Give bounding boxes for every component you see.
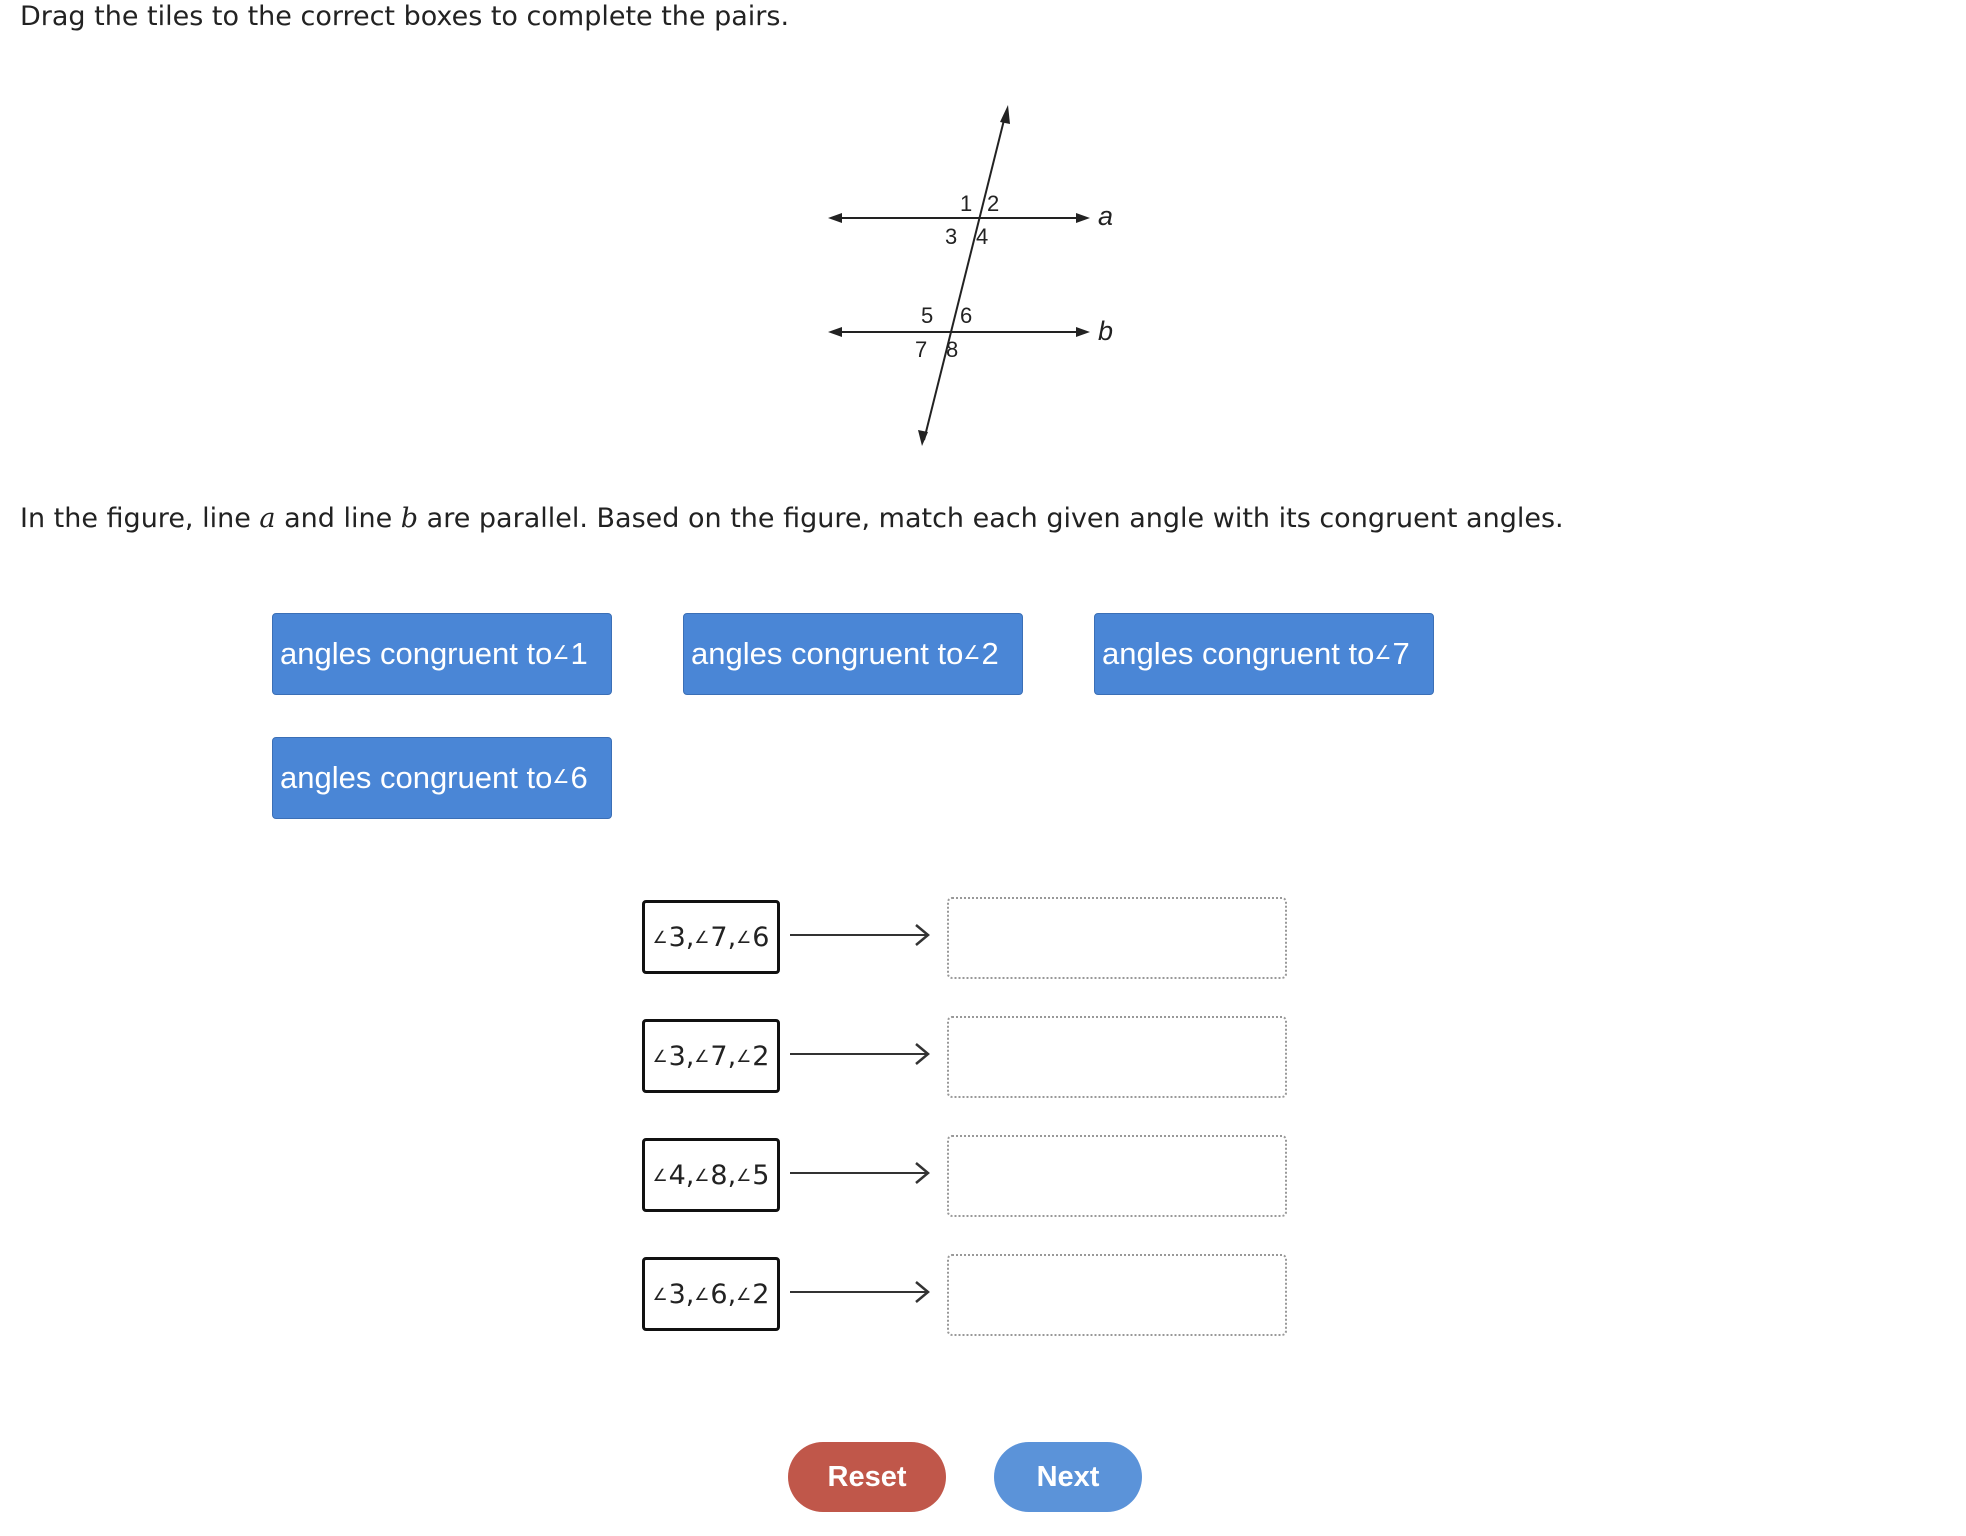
angle-label-5: 5 [921,303,934,328]
pair-row-3 [642,1135,1292,1215]
right-arrow-icon [790,923,932,947]
line-a-left-arrowhead [828,213,842,223]
tile-label: angles congruent to [280,760,553,795]
angle-number: 3 [668,1278,686,1310]
line-b-right-arrowhead [1076,327,1090,337]
tile-label: angles congruent to [280,636,553,671]
tile-angles-congruent-to-2[interactable] [683,613,1023,695]
question-part-3: are parallel. Based on the figure, match each given angle with its congruent angles. [418,503,1564,534]
reset-button[interactable]: Reset [788,1442,946,1512]
right-arrow-icon [790,1042,932,1066]
tile-angle-number: 6 [570,760,588,795]
angle-label-7: 7 [915,337,928,362]
angle-icon: ∠ [652,927,668,947]
line-b-left-arrowhead [828,327,842,337]
angle-label-8: 8 [946,337,959,362]
angle-icon: ∠ [652,1165,668,1185]
parallel-lines-figure [828,100,1128,460]
line-b-label: b [1098,316,1114,346]
angle-icon: ∠ [736,1165,752,1185]
tile-angles-congruent-to-7[interactable] [1094,613,1434,695]
angle-number: 8 [710,1159,728,1191]
line-b-variable: b [400,503,419,534]
transversal [924,112,1006,440]
angle-label-2: 2 [987,191,1000,216]
angle-icon: ∠ [736,1046,752,1066]
angle-set-box: ∠ 3 , ∠ 7 , ∠ 6 [642,900,780,974]
line-a-label: a [1098,201,1114,231]
tile-label: angles congruent to [1102,636,1375,671]
right-arrow-icon [790,1280,932,1304]
next-button[interactable]: Next [994,1442,1142,1512]
angle-icon: ∠ [652,1284,668,1304]
angle-number: 3 [668,921,686,953]
angle-icon: ∠ [963,643,981,664]
drop-target[interactable] [947,1016,1287,1098]
angle-icon: ∠ [736,1284,752,1304]
question-text [20,502,1564,536]
angle-icon: ∠ [736,927,752,947]
pair-row-4 [642,1254,1292,1334]
tile-angle-number: 1 [570,636,588,671]
transversal-top-arrowhead [1000,105,1010,124]
angle-label-3: 3 [945,224,958,249]
instruction-text: Drag the tiles to the correct boxes to complete the pairs. [20,1,790,32]
pair-row-1 [642,897,1292,977]
angle-label-6: 6 [960,303,973,328]
pair-row-2 [642,1016,1292,1096]
tile-angle-number: 2 [981,636,999,671]
angle-icon: ∠ [694,1284,710,1304]
angle-label-1: 1 [960,191,973,216]
transversal-bottom-arrowhead [918,430,928,446]
angle-number: 7 [710,1040,728,1072]
angle-icon: ∠ [552,643,570,664]
tile-angles-congruent-to-1[interactable] [272,613,612,695]
tile-angles-congruent-to-6[interactable] [272,737,612,819]
angle-number: 2 [752,1040,770,1072]
angle-number: 5 [752,1159,770,1191]
angle-number: 6 [752,921,770,953]
right-arrow-icon [790,1161,932,1185]
angle-icon: ∠ [694,927,710,947]
question-part-2: and line [275,503,401,534]
angle-number: 2 [752,1278,770,1310]
tile-label: angles congruent to [691,636,964,671]
angle-set-box: ∠ 3 , ∠ 6 , ∠ 2 [642,1257,780,1331]
angle-icon: ∠ [1374,643,1392,664]
question-part-1: In the figure, line [20,503,260,534]
angle-number: 7 [710,921,728,953]
angle-icon: ∠ [694,1046,710,1066]
tile-angle-number: 7 [1392,636,1410,671]
drop-target[interactable] [947,1254,1287,1336]
line-a-right-arrowhead [1076,213,1090,223]
line-a-variable: a [259,503,276,534]
angle-number: 3 [668,1040,686,1072]
angle-set-box: ∠ 4 , ∠ 8 , ∠ 5 [642,1138,780,1212]
angle-set-box: ∠ 3 , ∠ 7 , ∠ 2 [642,1019,780,1093]
angle-icon: ∠ [552,767,570,788]
angle-number: 6 [710,1278,728,1310]
drop-target[interactable] [947,897,1287,979]
angle-label-4: 4 [976,224,989,249]
drop-target[interactable] [947,1135,1287,1217]
angle-icon: ∠ [694,1165,710,1185]
angle-number: 4 [668,1159,686,1191]
angle-icon: ∠ [652,1046,668,1066]
